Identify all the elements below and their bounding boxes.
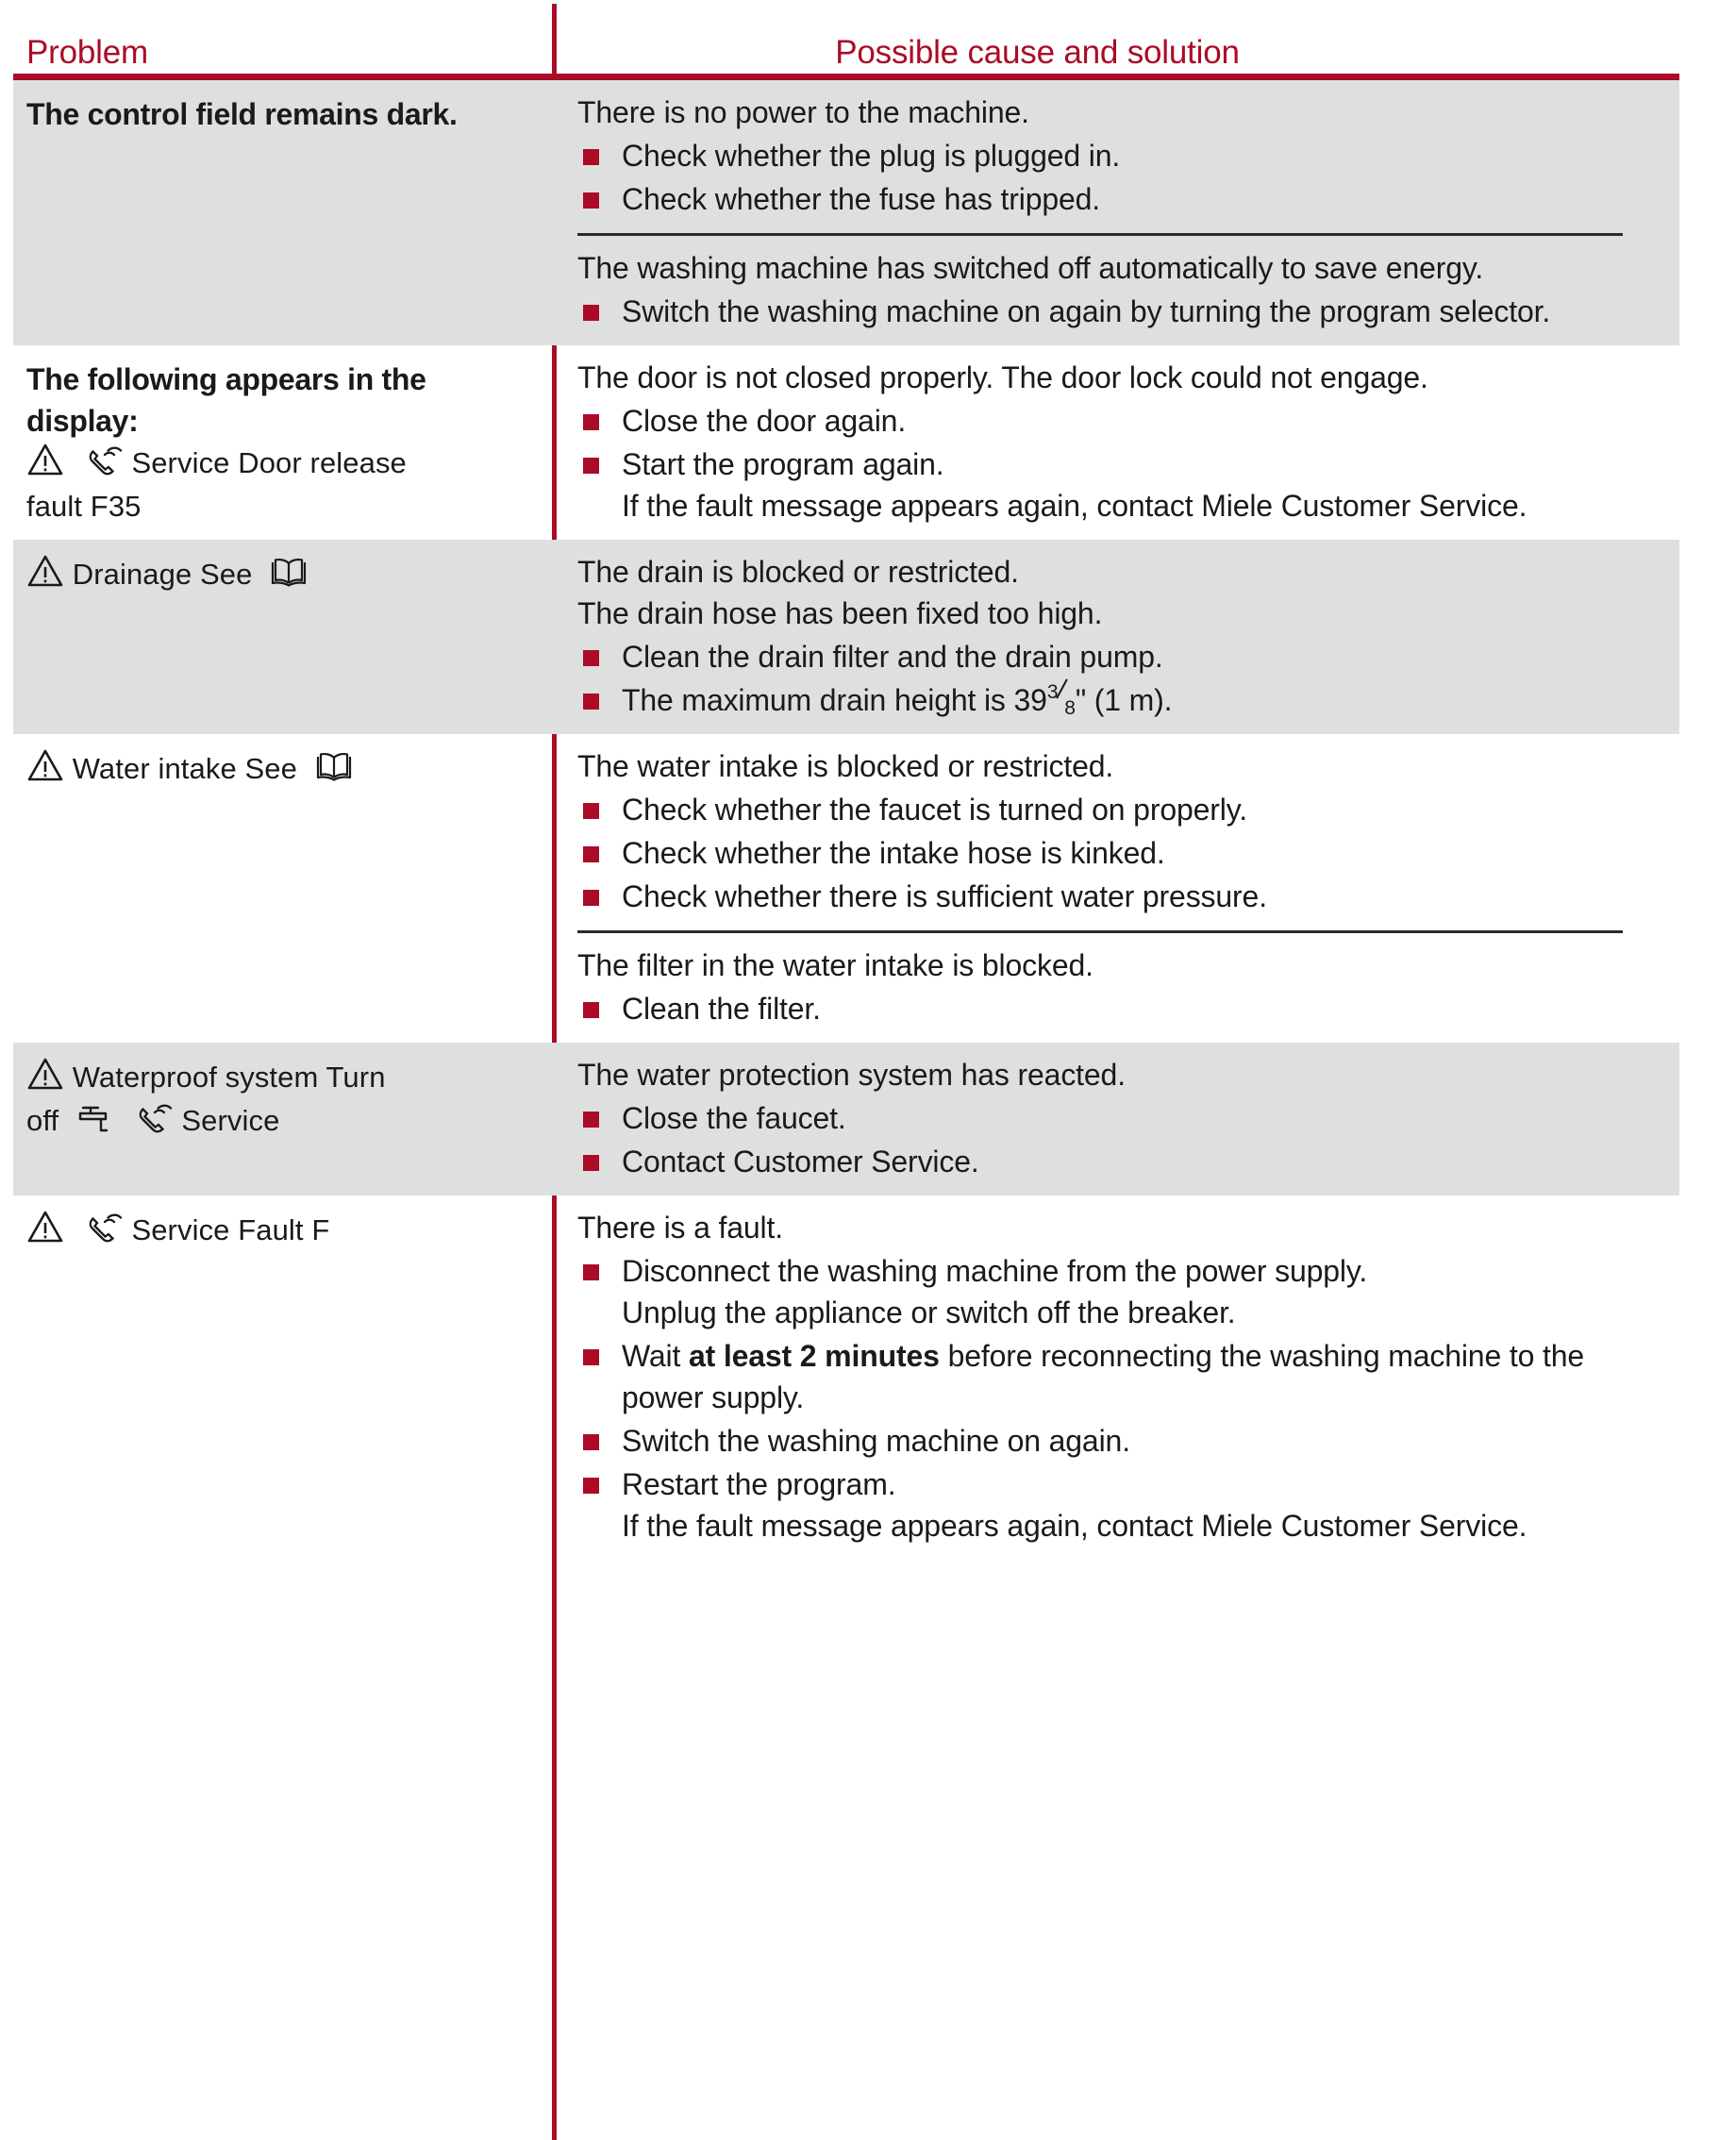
open-book-icon bbox=[268, 554, 309, 588]
list-item-text-post: before reconnecting the washing machine to the power supply. bbox=[622, 1339, 1585, 1414]
fraction-numerator: 3 bbox=[1046, 681, 1059, 703]
table-row bbox=[13, 80, 1679, 345]
list-item-text: Start the program again. bbox=[622, 447, 944, 481]
table-header bbox=[13, 0, 1679, 72]
cause-cell bbox=[552, 540, 1623, 734]
header-label-problem: Problem bbox=[26, 34, 148, 71]
list-item bbox=[577, 876, 1623, 917]
problem-title: The following appears in the display: bbox=[26, 362, 426, 438]
service-phone-icon bbox=[84, 443, 124, 476]
list-item bbox=[577, 1097, 1623, 1139]
bullet-square-icon bbox=[583, 414, 599, 430]
fraction-three-eighths bbox=[1046, 680, 1076, 719]
cause-cell bbox=[552, 1195, 1623, 1560]
table-row bbox=[13, 1043, 1679, 1195]
list-item-text: Check whether the fuse has tripped. bbox=[622, 182, 1101, 216]
cause-bullet-list bbox=[577, 291, 1623, 332]
bullet-square-icon bbox=[583, 650, 599, 666]
list-item-text: Switch the washing machine on again. bbox=[622, 1424, 1130, 1458]
list-item-subtext: If the fault message appears again, contact Miele Customer Service. bbox=[622, 1509, 1527, 1543]
cause-lead-text: There is no power to the machine. bbox=[577, 95, 1029, 129]
cause-bullet-list bbox=[577, 400, 1623, 527]
bullet-square-icon bbox=[583, 192, 599, 209]
cause-lead-text: The drain is blocked or restricted. bbox=[577, 555, 1019, 589]
problem-display-message bbox=[26, 553, 537, 596]
problem-display-message bbox=[26, 1209, 537, 1252]
cause-lead-text: The water protection system has reacted. bbox=[577, 1058, 1126, 1092]
list-item-text: Disconnect the washing machine from the power supply. bbox=[622, 1254, 1368, 1288]
list-item bbox=[577, 135, 1623, 176]
bullet-square-icon bbox=[583, 694, 599, 710]
list-item bbox=[577, 1420, 1623, 1462]
open-book-icon bbox=[313, 748, 355, 782]
header-label-cause: Possible cause and solution bbox=[835, 34, 1240, 71]
warning-triangle-icon bbox=[26, 1210, 64, 1244]
list-item-subtext: If the fault message appears again, contact Miele Customer Service. bbox=[622, 489, 1527, 523]
problem-display-text: Water intake See bbox=[72, 752, 297, 785]
list-item bbox=[577, 178, 1623, 220]
bullet-square-icon bbox=[583, 1434, 599, 1450]
cause-cell bbox=[552, 345, 1623, 540]
bullet-square-icon bbox=[583, 846, 599, 862]
problem-display-text: Drainage See bbox=[72, 558, 253, 591]
warning-triangle-icon bbox=[26, 1057, 64, 1091]
problem-title: The control field remains dark. bbox=[26, 97, 458, 131]
bullet-square-icon bbox=[583, 1349, 599, 1365]
bullet-square-icon bbox=[583, 458, 599, 474]
list-item-text: Close the faucet. bbox=[622, 1101, 846, 1135]
list-item-text-pre: Wait bbox=[622, 1339, 681, 1373]
table-row bbox=[13, 540, 1679, 734]
table-row bbox=[13, 345, 1679, 540]
cause-block bbox=[577, 1195, 1623, 1560]
list-item bbox=[577, 1141, 1623, 1182]
list-item bbox=[577, 832, 1623, 874]
list-item bbox=[577, 679, 1623, 721]
problem-cell bbox=[13, 540, 552, 734]
list-item-text: Restart the program. bbox=[622, 1467, 896, 1501]
cause-lead-text: The filter in the water intake is blocked. bbox=[577, 948, 1093, 982]
list-item-subtext: Unplug the appliance or switch off the breaker. bbox=[622, 1296, 1236, 1329]
cause-bullet-list bbox=[577, 988, 1623, 1029]
cause-block bbox=[577, 233, 1623, 345]
warning-triangle-icon bbox=[26, 554, 64, 588]
table-body bbox=[13, 80, 1679, 1560]
problem-display-message bbox=[26, 747, 537, 791]
list-item-text: Switch the washing machine on again by turning the program selector. bbox=[622, 294, 1551, 328]
bullet-square-icon bbox=[583, 1112, 599, 1128]
problem-display-text: Service Fault F bbox=[131, 1213, 330, 1246]
list-item-text: Clean the drain filter and the drain pump. bbox=[622, 640, 1163, 674]
bullet-square-icon bbox=[583, 1002, 599, 1018]
bullet-square-icon bbox=[583, 149, 599, 165]
list-item bbox=[577, 789, 1623, 830]
list-item-text-pre: The maximum drain height is 39 bbox=[622, 683, 1047, 717]
list-item bbox=[577, 443, 1623, 527]
list-item bbox=[577, 1335, 1623, 1418]
list-item-text: Check whether the faucet is turned on properly. bbox=[622, 793, 1247, 827]
problem-cell bbox=[13, 1043, 552, 1195]
faucet-icon bbox=[75, 1100, 116, 1134]
cause-block bbox=[577, 80, 1623, 233]
cause-lead-text: The washing machine has switched off automatically to save energy. bbox=[577, 251, 1484, 285]
table-row bbox=[13, 734, 1679, 1043]
header-cell-cause bbox=[552, 34, 1679, 72]
cause-bullet-list bbox=[577, 135, 1623, 220]
list-item bbox=[577, 291, 1623, 332]
fraction-denominator: 8 bbox=[1064, 697, 1076, 719]
cause-block bbox=[577, 1043, 1623, 1195]
cause-lead-text: There is a fault. bbox=[577, 1211, 783, 1245]
cause-cell bbox=[552, 80, 1623, 345]
problem-display-message bbox=[26, 442, 537, 528]
list-item-text: Close the door again. bbox=[622, 404, 907, 438]
list-item bbox=[577, 1250, 1623, 1333]
service-phone-icon bbox=[134, 1100, 174, 1134]
list-item-text: Check whether there is sufficient water pressure. bbox=[622, 879, 1267, 913]
list-item bbox=[577, 1463, 1623, 1546]
cause-lead-text: The water intake is blocked or restricted. bbox=[577, 749, 1114, 783]
cause-cell bbox=[552, 1043, 1623, 1195]
warning-triangle-icon bbox=[26, 748, 64, 782]
bullet-square-icon bbox=[583, 1478, 599, 1494]
cause-bullet-list bbox=[577, 1250, 1623, 1546]
cause-bullet-list bbox=[577, 1097, 1623, 1182]
list-item bbox=[577, 400, 1623, 442]
cause-block bbox=[577, 345, 1623, 540]
problem-display-text-line1: Waterproof system Turn bbox=[72, 1061, 386, 1094]
list-item-text: Contact Customer Service. bbox=[622, 1145, 979, 1179]
problem-cell bbox=[13, 80, 552, 345]
warning-triangle-icon bbox=[26, 443, 64, 476]
problem-cell bbox=[13, 345, 552, 540]
list-item bbox=[577, 988, 1623, 1029]
list-item bbox=[577, 636, 1623, 677]
bullet-square-icon bbox=[583, 305, 599, 321]
table-row bbox=[13, 1195, 1679, 1560]
cause-bullet-list bbox=[577, 789, 1623, 917]
list-item-text: Check whether the intake hose is kinked. bbox=[622, 836, 1165, 870]
list-item-text-post: " (1 m). bbox=[1075, 683, 1173, 717]
problem-display-text-line3: Service bbox=[181, 1104, 280, 1137]
problem-cell bbox=[13, 734, 552, 1043]
cause-block bbox=[577, 540, 1623, 734]
cause-bullet-list bbox=[577, 636, 1623, 721]
problem-display-text-line2: fault F35 bbox=[26, 490, 142, 523]
problem-cell bbox=[13, 1195, 552, 1560]
problem-display-message bbox=[26, 1056, 537, 1143]
problem-display-text-line1: Service Door release bbox=[131, 446, 407, 479]
list-item-text-emphasis: at least 2 minutes bbox=[688, 1339, 940, 1373]
header-cell-problem bbox=[13, 34, 552, 72]
list-item-text: Check whether the plug is plugged in. bbox=[622, 139, 1121, 173]
bullet-square-icon bbox=[583, 1264, 599, 1280]
cause-cell bbox=[552, 734, 1623, 1043]
service-phone-icon bbox=[84, 1210, 124, 1244]
cause-lead-text: The door is not closed properly. The door lock could not engage. bbox=[577, 360, 1428, 394]
bullet-square-icon bbox=[583, 1155, 599, 1171]
list-item-text: Clean the filter. bbox=[622, 992, 821, 1026]
cause-lead-text-2: The drain hose has been fixed too high. bbox=[577, 596, 1103, 630]
cause-block bbox=[577, 930, 1623, 1043]
cause-block bbox=[577, 734, 1623, 930]
problem-display-text-line2: off bbox=[26, 1104, 59, 1137]
bullet-square-icon bbox=[583, 890, 599, 906]
bullet-square-icon bbox=[583, 803, 599, 819]
